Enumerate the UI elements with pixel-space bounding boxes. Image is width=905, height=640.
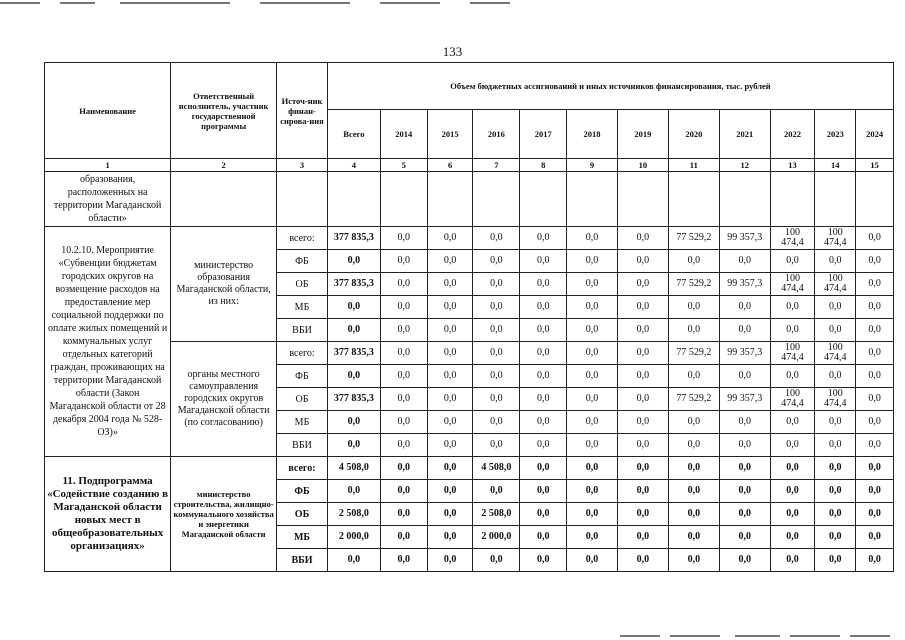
year-value: 0,0	[668, 365, 719, 388]
empty-cell	[171, 172, 277, 227]
year-value: 0,0	[668, 526, 719, 549]
year-value: 0,0	[380, 480, 427, 503]
total-value: 0,0	[327, 434, 380, 457]
year-value: 0,0	[567, 273, 618, 296]
year-value: 0,0	[380, 319, 427, 342]
total-value: 4 508,0	[327, 457, 380, 480]
funding-source: ФБ	[277, 250, 328, 273]
year-value: 0,0	[617, 457, 668, 480]
funding-source: ВБИ	[277, 549, 328, 572]
year-value: 0,0	[520, 365, 567, 388]
year-value: 99 357,3	[719, 388, 770, 411]
year-value: 0,0	[770, 365, 815, 388]
budget-table	[44, 62, 894, 572]
year-value: 0,0	[427, 319, 473, 342]
year-value: 0,0	[427, 342, 473, 365]
year-value: 2 000,0	[473, 526, 520, 549]
year-value: 0,0	[815, 319, 856, 342]
total-value: 0,0	[327, 296, 380, 319]
year-value: 2 508,0	[473, 503, 520, 526]
year-value: 0,0	[770, 319, 815, 342]
year-value: 0,0	[617, 250, 668, 273]
year-value: 0,0	[617, 503, 668, 526]
year-value: 0,0	[427, 549, 473, 572]
year-value: 0,0	[856, 296, 894, 319]
empty-cell	[856, 172, 894, 227]
year-value: 77 529,2	[668, 342, 719, 365]
year-value: 0,0	[617, 388, 668, 411]
year-value: 0,0	[380, 411, 427, 434]
year-value: 100 474,4	[770, 227, 815, 250]
year-value: 0,0	[719, 365, 770, 388]
year-value: 0,0	[473, 365, 520, 388]
header-year: 2024	[856, 110, 894, 159]
responsible-executor: органы местного самоуправления городских округов Магаданской области (по согласованию)	[171, 342, 277, 457]
year-value: 0,0	[380, 388, 427, 411]
year-value: 0,0	[815, 365, 856, 388]
year-value: 0,0	[856, 503, 894, 526]
funding-source: всего:	[277, 342, 328, 365]
year-value: 0,0	[567, 457, 618, 480]
total-value: 377 835,3	[327, 227, 380, 250]
year-value: 0,0	[380, 434, 427, 457]
header-year: 2021	[719, 110, 770, 159]
year-value: 100 474,4	[815, 342, 856, 365]
year-value: 0,0	[815, 480, 856, 503]
year-value: 0,0	[668, 319, 719, 342]
year-value: 0,0	[617, 434, 668, 457]
year-value: 0,0	[668, 480, 719, 503]
year-value: 0,0	[427, 227, 473, 250]
year-value: 0,0	[473, 480, 520, 503]
funding-source: ОБ	[277, 503, 328, 526]
continuation-name: образования, расположенных на территории Магаданской области»	[45, 172, 171, 227]
year-value: 0,0	[668, 434, 719, 457]
column-number: 6	[427, 159, 473, 172]
year-value: 0,0	[520, 503, 567, 526]
column-number: 8	[520, 159, 567, 172]
year-value: 0,0	[719, 296, 770, 319]
year-value: 0,0	[427, 411, 473, 434]
year-value: 0,0	[770, 457, 815, 480]
scan-bottom-edge	[0, 634, 905, 640]
year-value: 0,0	[770, 250, 815, 273]
year-value: 0,0	[668, 457, 719, 480]
funding-source: МБ	[277, 526, 328, 549]
year-value: 0,0	[567, 296, 618, 319]
year-value: 0,0	[520, 480, 567, 503]
year-value: 0,0	[668, 503, 719, 526]
year-value: 0,0	[856, 365, 894, 388]
column-number: 9	[567, 159, 618, 172]
year-value: 0,0	[473, 388, 520, 411]
year-value: 0,0	[380, 457, 427, 480]
year-value: 0,0	[520, 388, 567, 411]
empty-cell	[815, 172, 856, 227]
year-value: 0,0	[856, 342, 894, 365]
year-value: 0,0	[520, 319, 567, 342]
year-value: 0,0	[427, 526, 473, 549]
year-value: 0,0	[856, 250, 894, 273]
year-value: 0,0	[770, 434, 815, 457]
header-volume: Объем бюджетных ассигнований и иных источников финансирования, тыс. рублей	[327, 63, 893, 110]
year-value: 0,0	[617, 342, 668, 365]
total-value: 377 835,3	[327, 342, 380, 365]
year-value: 0,0	[567, 388, 618, 411]
header-name: Наименование	[45, 63, 171, 159]
year-value: 0,0	[856, 549, 894, 572]
column-number: 11	[668, 159, 719, 172]
year-value: 0,0	[427, 296, 473, 319]
year-value: 0,0	[815, 434, 856, 457]
year-value: 0,0	[856, 388, 894, 411]
funding-source: ВБИ	[277, 434, 328, 457]
year-value: 0,0	[567, 365, 618, 388]
year-value: 99 357,3	[719, 273, 770, 296]
year-value: 0,0	[380, 365, 427, 388]
year-value: 0,0	[856, 319, 894, 342]
year-value: 0,0	[473, 273, 520, 296]
header-year: 2019	[617, 110, 668, 159]
year-value: 0,0	[380, 503, 427, 526]
header-year: 2017	[520, 110, 567, 159]
year-value: 0,0	[567, 319, 618, 342]
year-value: 0,0	[617, 319, 668, 342]
empty-cell	[668, 172, 719, 227]
year-value: 0,0	[427, 503, 473, 526]
year-value: 0,0	[427, 480, 473, 503]
year-value: 0,0	[520, 342, 567, 365]
year-value: 0,0	[815, 457, 856, 480]
empty-cell	[617, 172, 668, 227]
column-number: 15	[856, 159, 894, 172]
year-value: 0,0	[473, 434, 520, 457]
year-value: 0,0	[815, 296, 856, 319]
year-value: 100 474,4	[815, 388, 856, 411]
year-value: 0,0	[617, 365, 668, 388]
total-value: 377 835,3	[327, 273, 380, 296]
year-value: 0,0	[380, 342, 427, 365]
header-year: 2014	[380, 110, 427, 159]
total-value: 2 000,0	[327, 526, 380, 549]
year-value: 0,0	[719, 319, 770, 342]
year-value: 0,0	[815, 526, 856, 549]
year-value: 0,0	[427, 434, 473, 457]
year-value: 0,0	[567, 480, 618, 503]
year-value: 0,0	[617, 227, 668, 250]
year-value: 0,0	[380, 296, 427, 319]
year-value: 0,0	[770, 480, 815, 503]
year-value: 0,0	[719, 434, 770, 457]
year-value: 0,0	[427, 457, 473, 480]
funding-source: всего:	[277, 457, 328, 480]
year-value: 0,0	[617, 411, 668, 434]
column-number: 1	[45, 159, 171, 172]
year-value: 0,0	[380, 250, 427, 273]
year-value: 0,0	[815, 411, 856, 434]
year-value: 100 474,4	[770, 273, 815, 296]
total-value: 0,0	[327, 319, 380, 342]
table-row	[45, 457, 894, 480]
year-value: 0,0	[668, 549, 719, 572]
year-value: 0,0	[473, 342, 520, 365]
year-value: 0,0	[567, 526, 618, 549]
header-year: 2018	[567, 110, 618, 159]
funding-source: МБ	[277, 411, 328, 434]
header-responsible: Ответственный исполнитель, участник государственной программы	[171, 63, 277, 159]
year-value: 0,0	[719, 480, 770, 503]
year-value: 0,0	[520, 526, 567, 549]
year-value: 0,0	[815, 549, 856, 572]
year-value: 100 474,4	[770, 388, 815, 411]
year-value: 0,0	[380, 227, 427, 250]
year-value: 0,0	[719, 503, 770, 526]
year-value: 0,0	[380, 549, 427, 572]
year-value: 0,0	[668, 296, 719, 319]
total-value: 0,0	[327, 480, 380, 503]
responsible-executor: министерство строительства, жилищно-коммунального хозяйства и энергетики Магаданской области	[171, 457, 277, 572]
empty-cell	[380, 172, 427, 227]
responsible-executor: министерство образования Магаданской области, из них:	[171, 227, 277, 342]
year-value: 0,0	[668, 250, 719, 273]
year-value: 0,0	[617, 480, 668, 503]
header-year: 2020	[668, 110, 719, 159]
empty-cell	[277, 172, 328, 227]
year-value: 0,0	[567, 503, 618, 526]
table-row	[45, 342, 894, 365]
year-value: 0,0	[520, 227, 567, 250]
funding-source: ВБИ	[277, 319, 328, 342]
year-value: 0,0	[856, 434, 894, 457]
empty-cell	[567, 172, 618, 227]
year-value: 99 357,3	[719, 342, 770, 365]
column-number: 10	[617, 159, 668, 172]
year-value: 0,0	[520, 434, 567, 457]
year-value: 0,0	[473, 319, 520, 342]
funding-source: ОБ	[277, 388, 328, 411]
year-value: 0,0	[856, 480, 894, 503]
year-value: 0,0	[856, 457, 894, 480]
year-value: 0,0	[380, 273, 427, 296]
year-value: 0,0	[427, 365, 473, 388]
total-value: 0,0	[327, 549, 380, 572]
year-value: 0,0	[520, 549, 567, 572]
year-value: 0,0	[856, 526, 894, 549]
year-value: 0,0	[770, 411, 815, 434]
empty-cell	[770, 172, 815, 227]
year-value: 0,0	[668, 411, 719, 434]
empty-cell	[473, 172, 520, 227]
table-row	[45, 227, 894, 250]
year-value: 0,0	[473, 227, 520, 250]
year-value: 0,0	[719, 250, 770, 273]
year-value: 0,0	[473, 411, 520, 434]
year-value: 0,0	[815, 503, 856, 526]
year-value: 0,0	[719, 549, 770, 572]
year-value: 0,0	[520, 273, 567, 296]
funding-source: ОБ	[277, 273, 328, 296]
year-value: 0,0	[719, 457, 770, 480]
column-number: 4	[327, 159, 380, 172]
year-value: 0,0	[856, 411, 894, 434]
total-value: 377 835,3	[327, 388, 380, 411]
total-value: 2 508,0	[327, 503, 380, 526]
year-value: 0,0	[719, 526, 770, 549]
year-value: 0,0	[567, 549, 618, 572]
total-value: 0,0	[327, 250, 380, 273]
year-value: 0,0	[380, 526, 427, 549]
year-value: 0,0	[770, 503, 815, 526]
header-total: Всего	[327, 110, 380, 159]
year-value: 0,0	[473, 549, 520, 572]
column-number: 3	[277, 159, 328, 172]
year-value: 0,0	[567, 250, 618, 273]
year-value: 0,0	[617, 526, 668, 549]
total-value: 0,0	[327, 365, 380, 388]
column-number: 2	[171, 159, 277, 172]
funding-source: МБ	[277, 296, 328, 319]
funding-source: ФБ	[277, 365, 328, 388]
year-value: 0,0	[567, 411, 618, 434]
total-value: 0,0	[327, 411, 380, 434]
header-source: Источ-ник финан-сирова-ния	[277, 63, 328, 159]
column-number: 7	[473, 159, 520, 172]
year-value: 77 529,2	[668, 227, 719, 250]
year-value: 0,0	[770, 296, 815, 319]
scan-top-edge	[0, 0, 905, 6]
funding-source: ФБ	[277, 480, 328, 503]
year-value: 0,0	[567, 227, 618, 250]
column-number: 12	[719, 159, 770, 172]
year-value: 0,0	[567, 342, 618, 365]
year-value: 100 474,4	[815, 227, 856, 250]
year-value: 77 529,2	[668, 388, 719, 411]
year-value: 0,0	[719, 411, 770, 434]
year-value: 0,0	[815, 250, 856, 273]
year-value: 0,0	[520, 411, 567, 434]
year-value: 77 529,2	[668, 273, 719, 296]
page-number: 133	[442, 44, 463, 59]
year-value: 0,0	[520, 250, 567, 273]
year-value: 0,0	[520, 457, 567, 480]
year-value: 0,0	[617, 549, 668, 572]
year-value: 0,0	[567, 434, 618, 457]
year-value: 100 474,4	[815, 273, 856, 296]
year-value: 0,0	[427, 388, 473, 411]
year-value: 0,0	[617, 296, 668, 319]
header-year: 2015	[427, 110, 473, 159]
year-value: 100 474,4	[770, 342, 815, 365]
year-value: 99 357,3	[719, 227, 770, 250]
column-number: 13	[770, 159, 815, 172]
year-value: 0,0	[520, 296, 567, 319]
year-value: 0,0	[770, 526, 815, 549]
header-year: 2023	[815, 110, 856, 159]
header-year: 2022	[770, 110, 815, 159]
year-value: 0,0	[856, 227, 894, 250]
empty-cell	[520, 172, 567, 227]
empty-cell	[427, 172, 473, 227]
header-year: 2016	[473, 110, 520, 159]
year-value: 0,0	[856, 273, 894, 296]
year-value: 0,0	[770, 549, 815, 572]
year-value: 0,0	[473, 296, 520, 319]
year-value: 0,0	[617, 273, 668, 296]
year-value: 4 508,0	[473, 457, 520, 480]
program-name: 11. Подпрограмма «Содействие созданию в Магаданской области новых мест в общеобразовательных организациях»	[45, 457, 171, 572]
program-name: 10.2.10. Мероприятие «Субвенции бюджетам городских округов на возмещение расходов на предоставление мер социальной поддержки по оплате жилых помещений и коммунальных услуг отдельных категорий граждан, проживающих на территории Магаданской области (Закон Магаданской области от 28 декабря 2004 года № 528-ОЗ)»	[45, 227, 171, 457]
year-value: 0,0	[427, 273, 473, 296]
year-value: 0,0	[473, 250, 520, 273]
empty-cell	[327, 172, 380, 227]
year-value: 0,0	[427, 250, 473, 273]
empty-cell	[719, 172, 770, 227]
column-number: 14	[815, 159, 856, 172]
column-number: 5	[380, 159, 427, 172]
funding-source: всего:	[277, 227, 328, 250]
